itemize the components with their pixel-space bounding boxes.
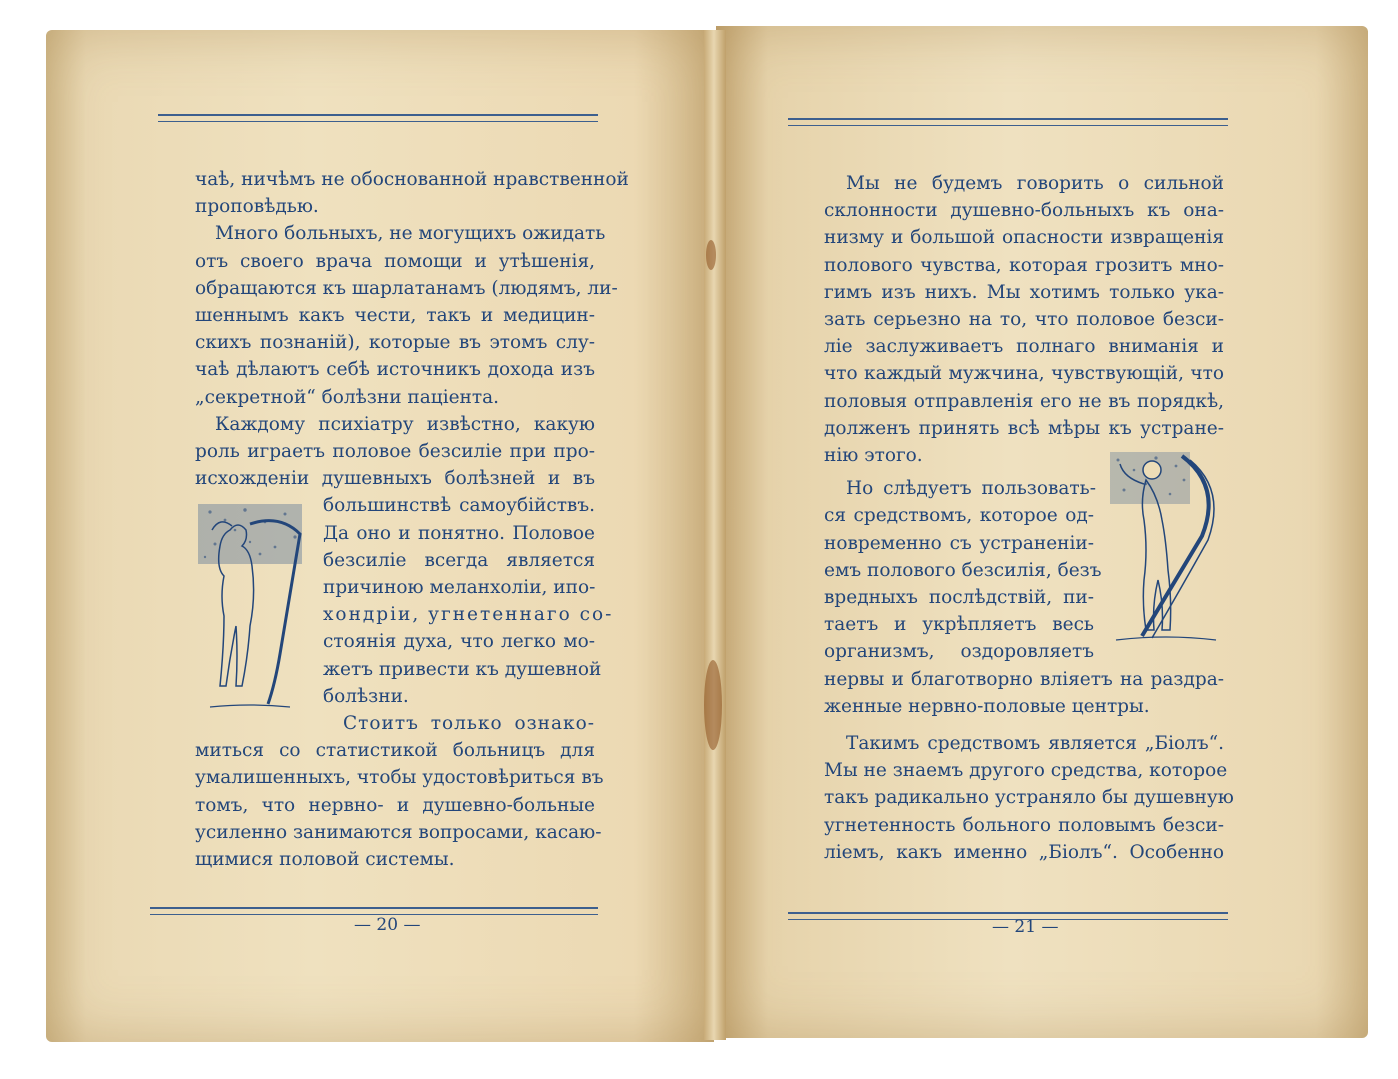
woman-figure-illustration xyxy=(190,502,310,714)
text-line: женные нервно-половые центры. xyxy=(824,695,1150,717)
text-line: что каждый мужчина, чувствующій, что xyxy=(824,363,1224,385)
text-line: нервы и благотворно вліяетъ на раздра- xyxy=(824,668,1224,690)
text-line: большинствѣ самоубійствъ. xyxy=(323,495,595,517)
text-line: полового чувства, которая грозитъ мно- xyxy=(824,254,1224,276)
text-line: долженъ принять всѣ мѣры къ устране- xyxy=(824,417,1224,439)
text-line: Каждому психіатру извѣстно, какую xyxy=(215,413,595,435)
text-line: Много больныхъ, не могущихъ ожидать xyxy=(215,223,606,245)
text-line: исхожденіи душевныхъ болѣзней и въ xyxy=(195,468,595,490)
text-line: Мы не знаемъ другого средства, которое xyxy=(824,760,1228,782)
text-line: миться со статистикой больницъ для xyxy=(195,740,595,762)
text-line: нію этого. xyxy=(824,445,923,467)
binding-stain xyxy=(704,660,722,750)
text-line: склонности душевно-больныхъ къ она- xyxy=(824,200,1224,222)
text-line: такъ радикально устраняло бы душевную xyxy=(824,787,1234,809)
binding-stain xyxy=(706,240,716,270)
text-line: новременно съ устраненіи- xyxy=(824,532,1094,554)
text-line: Такимъ средствомъ является „Біолъ“. xyxy=(846,733,1224,755)
text-line: зать серьезно на то, что половое безси- xyxy=(824,309,1224,331)
text-line: ліе заслуживаетъ полнаго вниманія и xyxy=(824,336,1224,358)
text-line: емъ полового безсилія, безъ xyxy=(824,559,1102,581)
text-line: угнетенность больного половымъ безси- xyxy=(824,814,1224,836)
text-line: Стоитъ только ознако- xyxy=(343,713,595,735)
text-line: Да оно и понятно. Половое xyxy=(323,522,595,544)
text-line: роль играетъ половое безсиліе при про- xyxy=(195,441,595,463)
text-line: причиною меланхоліи, ипо- xyxy=(323,577,596,599)
text-line: таетъ и укрѣпляетъ весь xyxy=(824,614,1094,636)
text-line: гимъ изъ нихъ. Мы хотимъ только ука- xyxy=(824,281,1224,303)
text-line: томъ, что нервно- и душевно-больные xyxy=(195,794,595,816)
text-line: Но слѣдуетъ пользовать- xyxy=(846,478,1096,500)
text-line: проповѣдью. xyxy=(195,196,319,218)
text-line: низму и большой опасности извращенія xyxy=(824,227,1224,249)
text-line: хондріи, угнетеннаго со- xyxy=(323,604,614,626)
text-line: организмъ, оздоровляетъ xyxy=(824,641,1094,663)
header-rule-left xyxy=(158,114,598,122)
text-line: умалишенныхъ, чтобы удостовѣриться въ xyxy=(195,767,604,789)
page-number-right: — 21 — xyxy=(992,917,1059,937)
text-line: усиленно занимаются вопросами, касаю- xyxy=(195,821,602,843)
text-line: вредныхъ послѣдствій, пи- xyxy=(824,587,1094,609)
man-figure-illustration xyxy=(1106,450,1226,645)
text-line: стоянія духа, что легко мо- xyxy=(323,631,595,653)
text-line: жетъ привести къ душевной xyxy=(323,658,602,680)
text-line: чаѣ дѣлаютъ себѣ источникъ дохода изъ xyxy=(195,359,595,381)
page-number-left: — 20 — xyxy=(354,915,421,935)
text-line: скихъ познаній), которые въ этомъ слу- xyxy=(195,332,595,354)
text-line: чаѣ, ничѣмъ не обоснованной нравственной xyxy=(195,169,629,190)
text-line: отъ своего врача помощи и утѣшенія, xyxy=(195,250,595,272)
text-line: Мы не будемъ говорить о сильной xyxy=(846,173,1224,194)
header-rule-right xyxy=(788,118,1228,126)
text-line: обращаются къ шарлатанамъ (людямъ, ли- xyxy=(195,277,618,299)
text-line: болѣзни. xyxy=(323,685,409,707)
text-line: „секретной“ болѣзни паціента. xyxy=(195,386,500,408)
text-line: половыя отправленія его не въ порядкѣ, xyxy=(824,390,1224,412)
book-gutter xyxy=(704,30,726,1040)
text-line: безсиліе всегда является xyxy=(323,549,595,571)
text-line: ліемъ, какъ именно „Біолъ“. Особенно xyxy=(824,841,1224,863)
text-line: шеннымъ какъ чести, такъ и медицин- xyxy=(195,305,595,327)
text-line: щимися половой системы. xyxy=(195,849,455,871)
footer-rule-left xyxy=(150,907,598,915)
text-line: ся средствомъ, которое од- xyxy=(824,505,1094,527)
